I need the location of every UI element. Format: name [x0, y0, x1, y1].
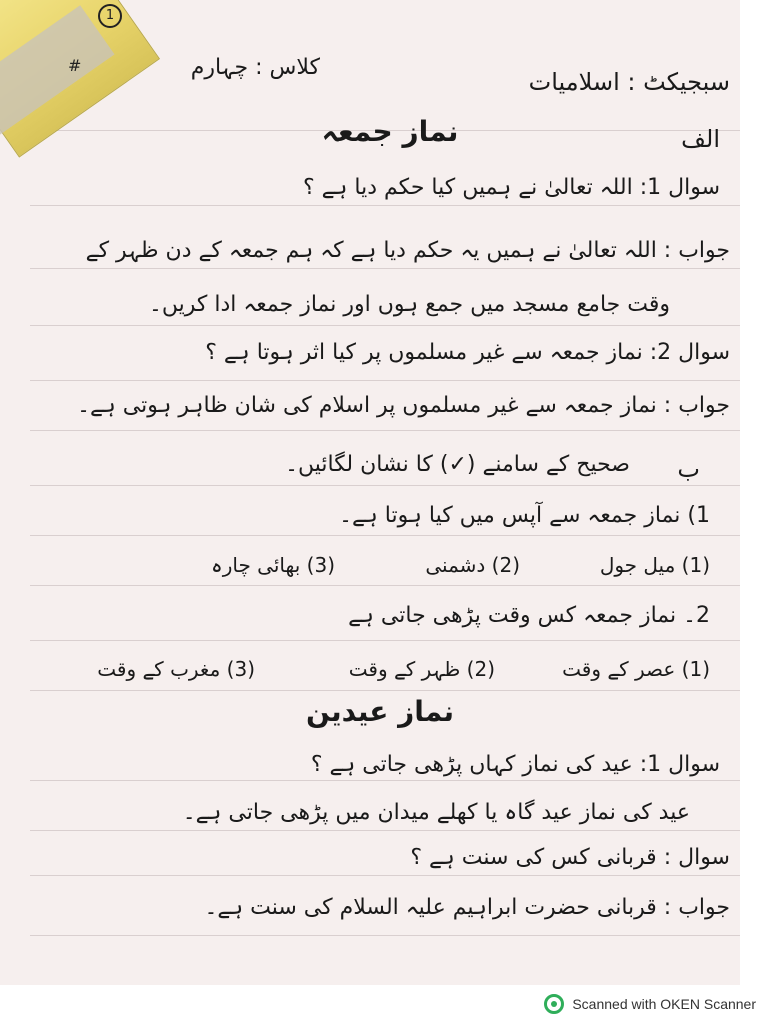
- section-c-question-2: سوال : قربانی کس کی سنت ہے ؟: [410, 845, 730, 870]
- ruled-line: [30, 690, 740, 691]
- section-a-answer-1-line-2: وقت جامع مسجد میں جمع ہوں اور نماز جمعہ ادا کریں۔: [149, 292, 670, 317]
- section-c-answer-1: عید کی نماز عید گاہ یا کھلے میدان میں پڑھی جاتی ہے۔: [182, 800, 690, 825]
- mcq-2-question: 2۔ نماز جمعہ کس وقت پڑھی جاتی ہے: [348, 603, 710, 628]
- ruled-line: [30, 380, 740, 381]
- ruled-line: [30, 535, 740, 536]
- section-a-marker: الف: [681, 125, 720, 153]
- ruled-line: [30, 325, 740, 326]
- section-a-title: نماز جمعہ: [321, 115, 459, 148]
- ruled-line: [30, 935, 740, 936]
- section-a-question-2: سوال 2: نماز جمعہ سے غیر مسلموں پر کیا اثر ہوتا ہے ؟: [205, 340, 730, 365]
- mcq-1-option-3: (3) بھائی چارہ: [210, 553, 335, 577]
- ruled-line: [30, 430, 740, 431]
- class-label: کلاس : چہارم: [190, 55, 320, 80]
- page-number-circle: 1: [98, 4, 122, 28]
- section-b-instruction: صحیح کے سامنے (✓) کا نشان لگائیں۔: [285, 452, 630, 477]
- ruled-line: [30, 268, 740, 269]
- section-c-question-1: سوال 1: عید کی نماز کہاں پڑھی جاتی ہے ؟: [310, 752, 720, 777]
- section-a-question-1: سوال 1: اللہ تعالیٰ نے ہمیں کیا حکم دیا ہے ؟: [302, 175, 720, 200]
- section-a-answer-2: جواب : نماز جمعہ سے غیر مسلموں پر اسلام کی شان ظاہر ہوتی ہے۔: [77, 393, 730, 418]
- ruled-line: [30, 205, 740, 206]
- mcq-1-option-2: (2) دشمنی: [425, 553, 520, 577]
- ruled-line: [30, 875, 740, 876]
- ruled-line: [30, 585, 740, 586]
- hash-mark: #: [68, 56, 82, 75]
- ruled-line: [30, 780, 740, 781]
- ruled-line: [30, 640, 740, 641]
- mcq-2-option-2: (2) ظہر کے وقت: [348, 657, 495, 681]
- scanner-watermark-text: Scanned with OKEN Scanner: [572, 996, 756, 1012]
- section-c-answer-2: جواب : قربانی حضرت ابراہیم علیہ السلام کی سنت ہے۔: [204, 895, 730, 920]
- section-b-marker: ب: [677, 455, 700, 483]
- section-a-answer-1-line-1: جواب : اللہ تعالیٰ نے ہمیں یہ حکم دیا ہے کہ ہم جمعہ کے دن ظہر کے: [85, 238, 730, 263]
- mcq-2-option-3: (3) مغرب کے وقت: [97, 657, 255, 681]
- mcq-2-option-1: (1) عصر کے وقت: [562, 657, 710, 681]
- subject-label: سبجیکٹ : اسلامیات: [528, 68, 730, 96]
- section-c-title: نماز عیدین: [305, 695, 455, 728]
- ruled-line: [30, 830, 740, 831]
- mcq-1-option-1: (1) میل جول: [599, 553, 710, 577]
- mcq-1-question: 1) نماز جمعہ سے آپس میں کیا ہوتا ہے۔: [339, 503, 710, 528]
- scanner-logo-icon: [544, 994, 564, 1014]
- scanner-watermark: [544, 994, 756, 1014]
- ruled-line: [30, 485, 740, 486]
